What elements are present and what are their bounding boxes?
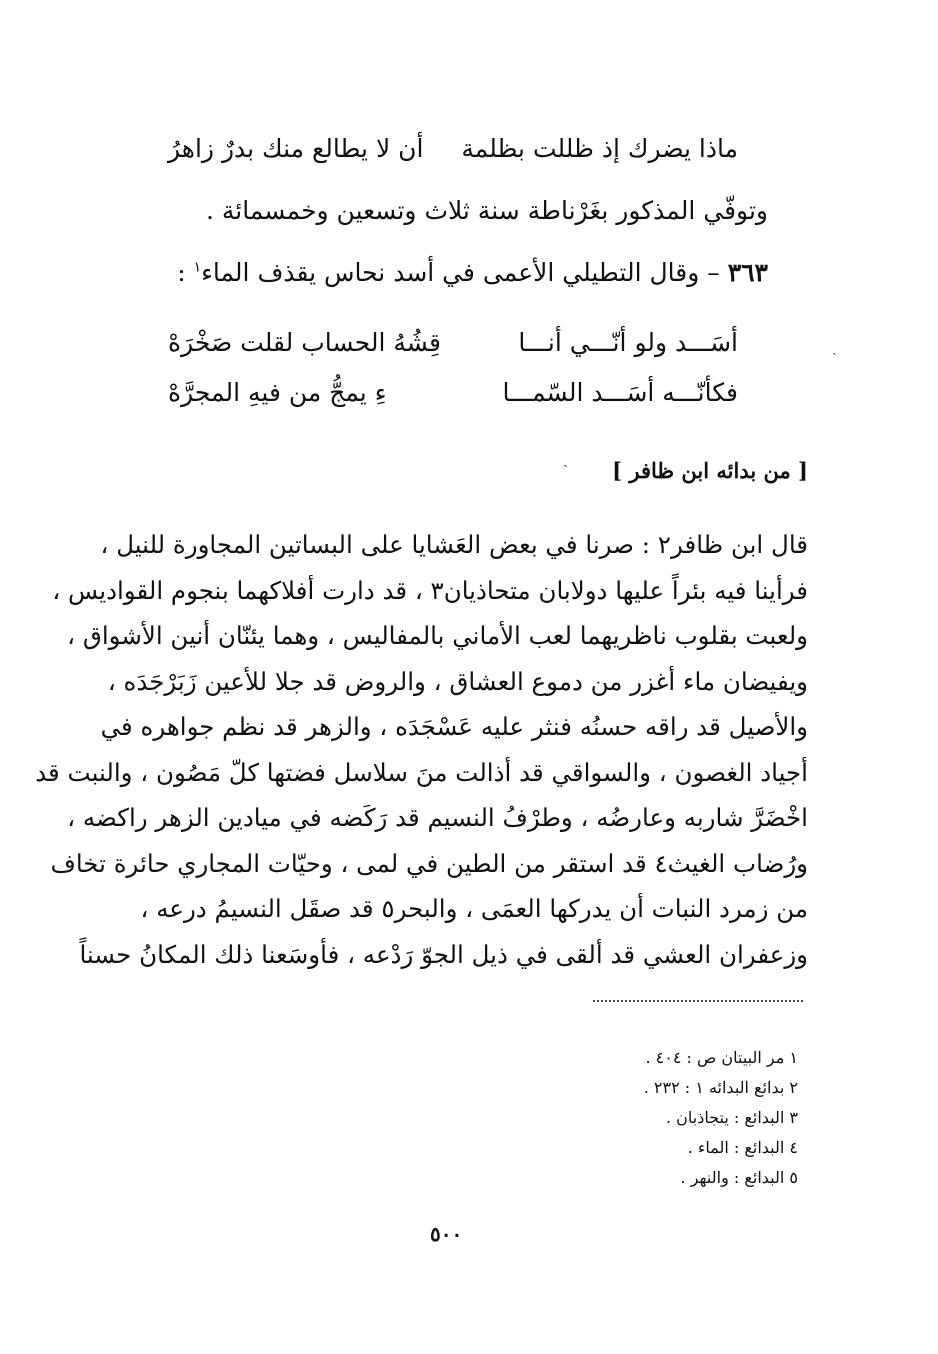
body-line: قال ابن ظافر٢ : صرنا في بعض العَشايا على البساتين المجاورة للنيل ، xyxy=(100,530,808,559)
footnote-item: ١ مر البيتان ص : ٤٠٤ . xyxy=(645,1048,798,1067)
body-line: ورُضاب الغيث٤ قد استقر من الطين في لمى ، وحيّات المجاري حائرة تخاف xyxy=(50,848,808,878)
poem2-verse-1 xyxy=(168,328,738,372)
footnote-item: ٢ بدائع البدائه ١ : ٢٣٢ . xyxy=(643,1078,798,1097)
hemistich-first: ماذا يضرك إذ ظللت بظلمة xyxy=(461,134,738,163)
footnote-item: ٤ البدائع : الماء . xyxy=(687,1138,798,1157)
section-heading: [ من بدائه ابن ظافر ] xyxy=(612,458,808,483)
entry-number: ٣٦٣ xyxy=(727,258,768,287)
body-line: فرأينا فيه بئراً عليها دولابان متحاذيان٣ ، قد دارت أفلاكهما بنجوم القواديس ، xyxy=(52,575,808,605)
entry-colon: : xyxy=(177,258,186,287)
entry-line xyxy=(177,258,768,287)
body-paragraph xyxy=(35,522,808,977)
stray-mark: ˎ xyxy=(563,452,568,468)
body-line: ولعبت بقلوب ناظريهما لعب الأماني بالمفاليس ، وهما يئنّان أنين الأشواق ، xyxy=(67,621,808,650)
poem2-verse-2 xyxy=(168,378,738,422)
stray-mark: ˎ xyxy=(832,340,837,356)
body-line: والأصيل قد راقه حسنُه فنثر عليه عَسْجَدَه ، والزهر قد نظم جواهره في xyxy=(100,712,808,741)
hemistich-first: أسَـــد ولو أنّـــي أنـــا xyxy=(518,328,738,357)
body-line: من زمرد النبات أن يدركها العمَى ، والبحر٥ قد صقَل النسيمُ درعه ، xyxy=(140,894,808,923)
footnote-item: ٣ البدائع : يتجاذبان . xyxy=(665,1108,798,1127)
hemistich-second: ءِ يمجُّ من فيهِ المجرَّهْ xyxy=(168,378,387,407)
body-line: اخْضَرَّ شاربه وعارضُه ، وطرْفُ النسيم قد رَكَضه في ميادين الزهر راكضه ، xyxy=(67,803,808,832)
footnotes xyxy=(644,1043,798,1193)
body-line: وزعفران العشي قد ألقى في ذيل الجوّ رَدْعه ، فأوسَعنا ذلك المكانُ حسناً xyxy=(79,939,808,969)
body-line: أجياد الغصون ، والسواقي قد أذالت منَ سلاسل فضتها كلّ مَصُون ، والنبت قد xyxy=(35,757,808,787)
body-line: ويفيضان ماء أغزر من دموع العشاق ، والروض قد جلا للأعين زَبَرْجَدَه ، xyxy=(107,666,808,696)
death-note: وتوفّي المذكور بغَرْناطة سنة ثلاث وتسعين وخمسمائة . xyxy=(205,196,768,225)
hemistich-second: قِشُهُ الحساب لقلت صَخْرَهْ xyxy=(168,328,441,357)
entry-text: – وقال التطيلي الأعمى في أسد نحاس يقذف الماء xyxy=(201,258,720,287)
hemistich-second: أن لا يطالع منك بدرٌ زاهرُ xyxy=(168,134,424,163)
footnote-separator xyxy=(593,1000,803,1002)
page-number: ٥٠٠ xyxy=(430,1222,463,1246)
entry-note-ref: ١ xyxy=(193,259,202,276)
poem-verse-1 xyxy=(168,134,738,178)
hemistich-first: فكأنّـــه أسَـــد السّمـــا xyxy=(502,378,738,407)
footnote-item: ٥ البدائع : والنهر . xyxy=(680,1168,798,1187)
